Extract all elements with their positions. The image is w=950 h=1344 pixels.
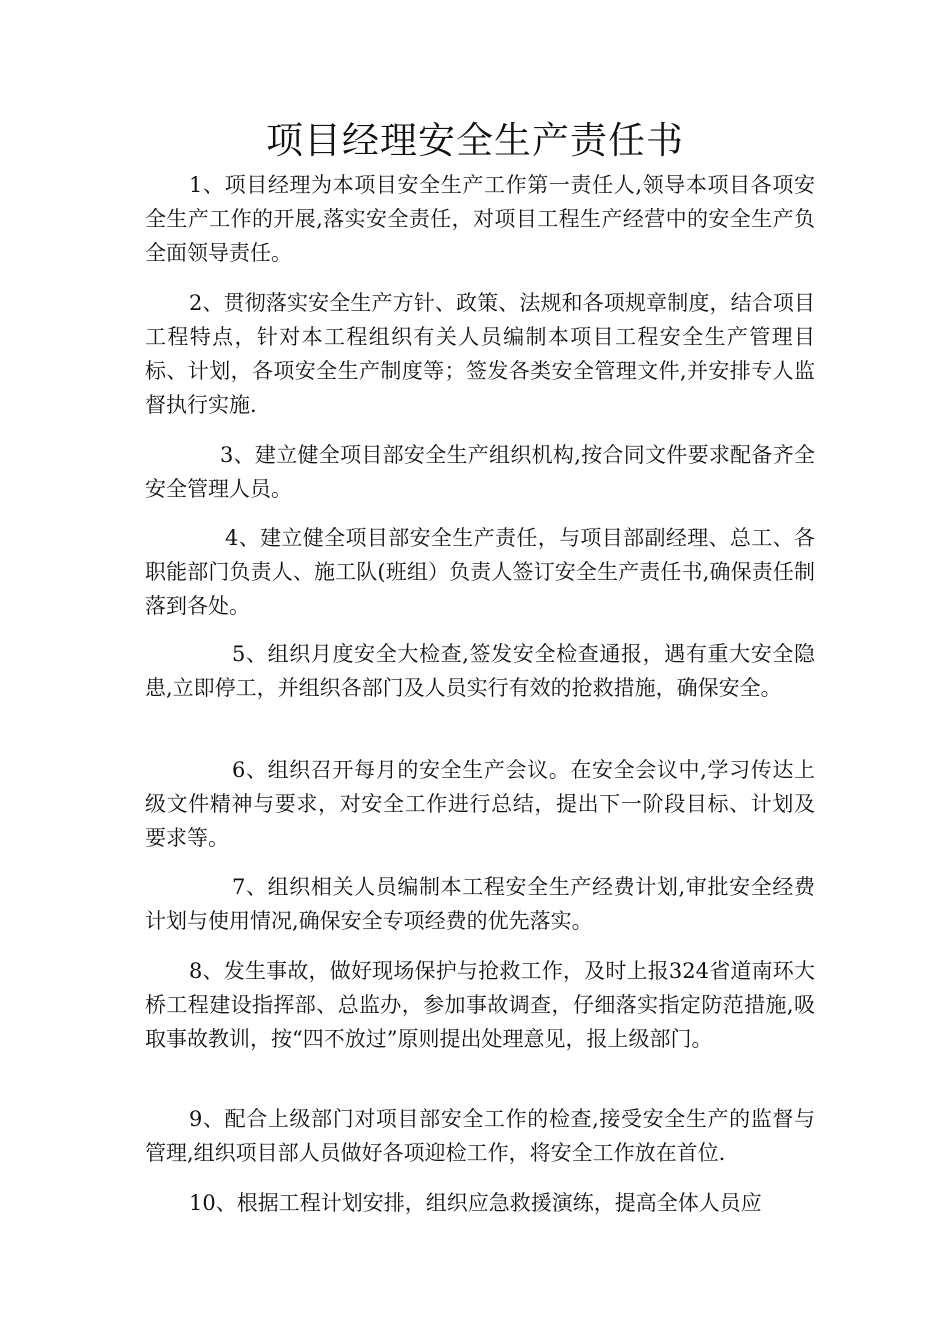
clause-paragraph-1: 1、项目经理为本项目安全生产工作第一责任人,领导本项目各项安全生产工作的开展,落实安全责任，对项目工程生产经营中的安全生产负全面领导责任。 (145, 173, 815, 265)
clause-paragraph-9: 9、配合上级部门对项目部安全工作的检查,接受安全生产的监督与管理,组织项目部人员做好各项迎检工作，将安全工作放在首位. (145, 1107, 815, 1165)
clause-paragraph-4: 4、建立健全项目部安全生产责任，与项目部副经理、总工、各职能部门负责人、施工队(班组）负责人签订安全生产责任书,确保责任制落到各处。 (145, 526, 815, 618)
clause-paragraph-3: 3、建立健全项目部安全生产组织机构,按合同文件要求配备齐全安全管理人员。 (145, 443, 815, 501)
clause-paragraph-8: 8、发生事故，做好现场保护与抢救工作，及时上报324省道南环大桥工程建设指挥部、总监办，参加事故调查，仔细落实指定防范措施,吸取事故教训，按“四不放过”原则提出处理意见，报上级部门。 (145, 959, 815, 1051)
document-title: 项目经理安全生产责任书 (266, 119, 684, 162)
clause-paragraph-7: 7、组织相关人员编制本工程安全生产经费计划,审批安全经费计划与使用情况,确保安全专项经费的优先落实。 (145, 875, 815, 933)
clause-paragraph-5: 5、组织月度安全大检查,签发安全检查通报，遇有重大安全隐患,立即停工，并组织各部门及人员实行有效的抢救措施，确保安全。 (145, 642, 815, 700)
clause-paragraph-6: 6、组织召开每月的安全生产会议。在安全会议中,学习传达上级文件精神与要求，对安全工作进行总结，提出下一阶段目标、计划及要求等。 (145, 758, 815, 850)
clause-paragraph-2: 2、贯彻落实安全生产方针、政策、法规和各项规章制度，结合项目工程特点，针对本工程组织有关人员编制本项目工程安全生产管理目标、计划，各项安全生产制度等；签发各类安全管理文件,并安排专人监督执行实施. (145, 291, 815, 417)
clause-paragraph-10: 10、根据工程计划安排，组织应急救援演练，提高全体人员应 (189, 1191, 762, 1215)
